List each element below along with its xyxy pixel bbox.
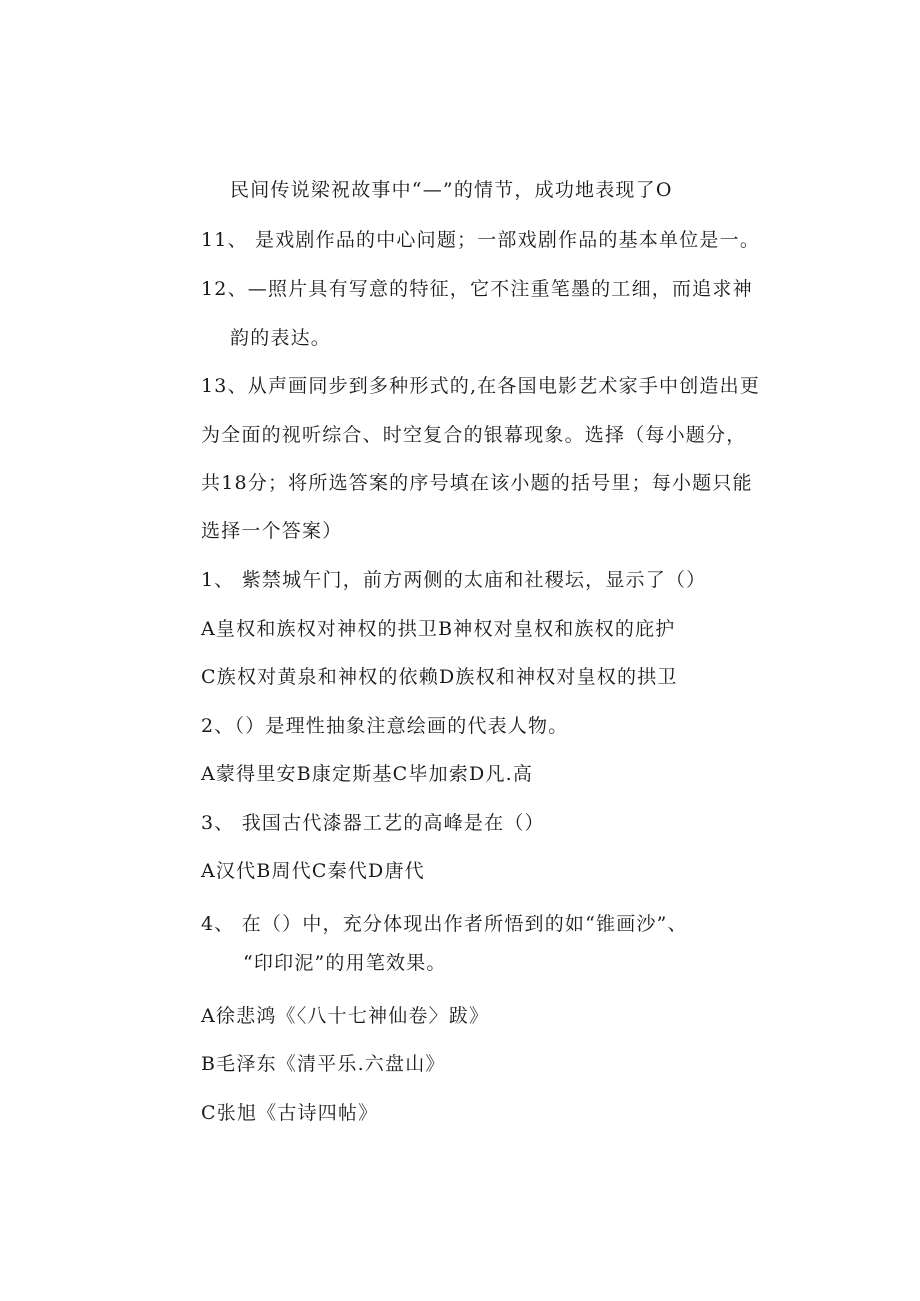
text-line-q13: 13、从声画同步到多种形式的,在各国电影艺术家手中创造出更: [201, 375, 761, 397]
text-line-q12-cont: 韵的表达。: [230, 327, 332, 349]
text-line-mc-q4-option-a: A徐悲鸿《〈八十七神仙卷〉跋》: [201, 1005, 490, 1027]
text-line-section-instructions: 共18分；将所选答案的序号填在该小题的括号里；每小题只能: [201, 472, 753, 494]
text-line-mc-q4: 4、 在（）中，充分体现出作者所悟到的如“锥画沙”、: [201, 913, 688, 935]
text-line-mc-q1: 1、 紫禁城午门，前方两侧的太庙和社稷坛，显示了（）: [201, 569, 707, 591]
text-line-q12: 12、—照片具有写意的特征，它不注重笔墨的工细，而追求神: [201, 278, 753, 300]
text-line-mc-q4-option-b: B毛泽东《清平乐.六盘山》: [201, 1053, 446, 1075]
text-line-mc-q3: 3、 我国古代漆器工艺的高峰是在（）: [201, 812, 545, 834]
text-line-mc-q1-options-ab: A皇权和族权对神权的拱卫B神权对皇权和族权的庇护: [201, 618, 676, 640]
text-line-mc-q1-options-cd: C族权对黄泉和神权的依赖D族权和神权对皇权的拱卫: [201, 666, 678, 688]
text-line-section-instructions-cont: 选择一个答案）: [201, 520, 343, 542]
text-line-fill-blank-liangzhu: 民间传说梁祝故事中“—”的情节，成功地表现了O: [230, 179, 673, 201]
text-line-mc-q2: 2、（）是理性抽象注意绘画的代表人物。: [201, 715, 569, 737]
text-line-mc-q2-options: A蒙得里安B康定斯基C毕加索D凡.高: [201, 763, 534, 785]
text-line-q13-cont: 为全面的视听综合、时空复合的银幕现象。选择（每小题分，: [201, 424, 747, 446]
text-line-q11: 11、 是戏剧作品的中心问题；一部戏剧作品的基本单位是一。: [201, 229, 761, 251]
text-line-mc-q3-options: A汉代B周代C秦代D唐代: [201, 860, 425, 882]
text-line-mc-q4-option-c: C张旭《古诗四帖》: [201, 1102, 379, 1124]
text-line-mc-q4-cont: “印印泥”的用笔效果。: [243, 952, 447, 974]
